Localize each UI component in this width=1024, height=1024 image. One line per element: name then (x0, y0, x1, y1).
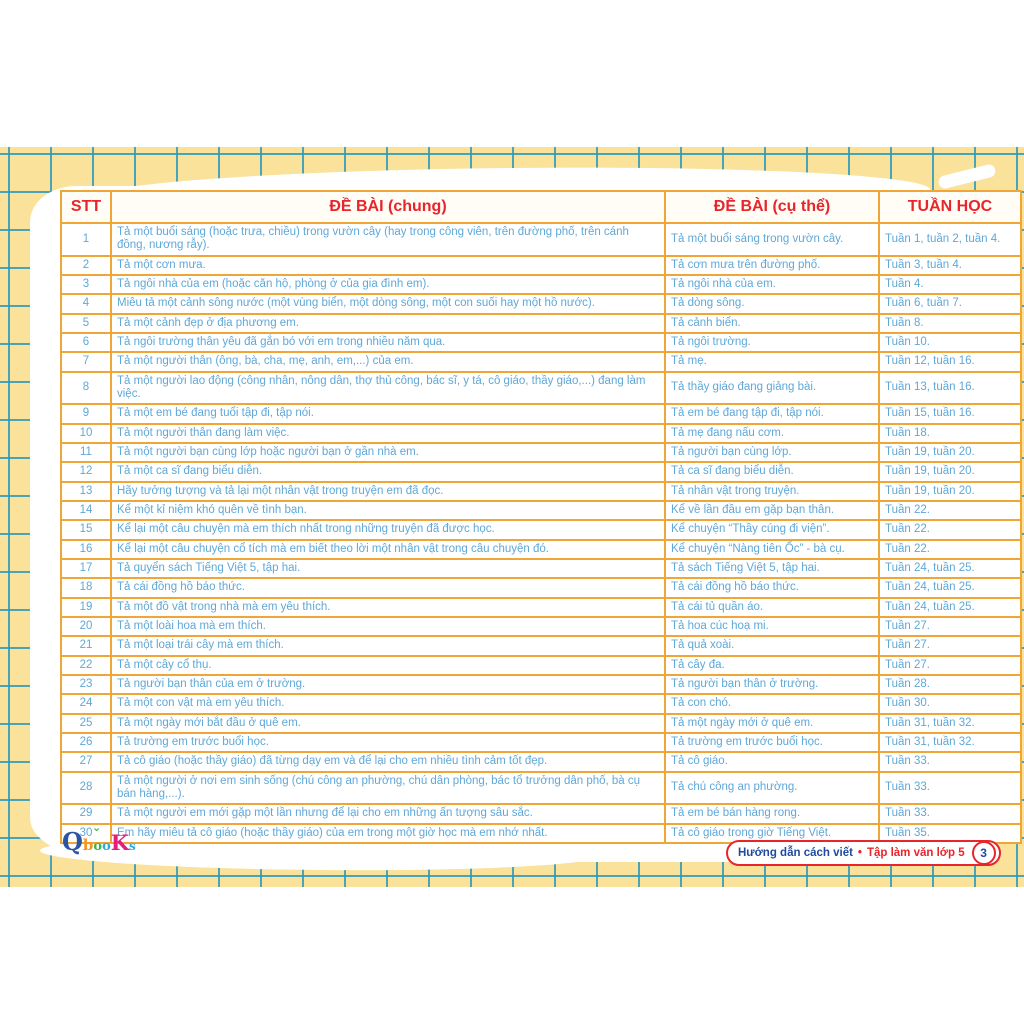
cell-specific-topic: Tả sách Tiếng Việt 5, tập hai. (665, 559, 879, 578)
cell-specific-topic: Tả cái đồng hồ báo thức. (665, 578, 879, 597)
cell-general-topic: Tả một người thân đang làm việc. (111, 424, 665, 443)
cell-weeks: Tuần 12, tuần 16. (879, 352, 1021, 371)
cell-specific-topic: Tả quả xoài. (665, 636, 879, 655)
cell-weeks: Tuần 24, tuần 25. (879, 578, 1021, 597)
cell-stt: 25 (61, 714, 111, 733)
cell-stt: 19 (61, 598, 111, 617)
cell-specific-topic: Tả ngôi trường. (665, 333, 879, 352)
header-stt: STT (61, 191, 111, 223)
cell-general-topic: Tả cô giáo (hoặc thầy giáo) đã từng dạy em và để lại cho em nhiều tình cảm tốt đẹp. (111, 752, 665, 771)
cell-stt: 11 (61, 443, 111, 462)
logo-letter: s (129, 839, 136, 853)
cell-general-topic: Tả một cơn mưa. (111, 256, 665, 275)
cell-stt: 29 (61, 804, 111, 823)
cell-general-topic: Tả ngôi nhà của em (hoặc căn hộ, phòng ở của gia đình em). (111, 275, 665, 294)
cell-general-topic: Tả một cảnh đẹp ở địa phương em. (111, 314, 665, 333)
table-row (61, 223, 1021, 256)
table-row (61, 714, 1021, 733)
cell-stt: 6 (61, 333, 111, 352)
cell-specific-topic: Tả mẹ. (665, 352, 879, 371)
table-row (61, 501, 1021, 520)
cell-weeks: Tuần 31, tuần 32. (879, 733, 1021, 752)
cell-general-topic: Kể lại một câu chuyện cổ tích mà em biết theo lời một nhân vật trong câu chuyện đó. (111, 540, 665, 559)
cell-stt: 7 (61, 352, 111, 371)
cell-specific-topic: Tả cây đa. (665, 656, 879, 675)
cell-stt: 23 (61, 675, 111, 694)
cell-general-topic: Kể một kỉ niệm khó quên về tình bạn. (111, 501, 665, 520)
cell-general-topic: Tả một người lao động (công nhân, nông dân, thợ thủ công, bác sĩ, y tá, cô giáo, thầy giáo,...) đang làm việc. (111, 372, 665, 405)
cell-stt: 15 (61, 520, 111, 539)
cell-weeks: Tuần 22. (879, 520, 1021, 539)
cell-stt: 13 (61, 482, 111, 501)
cell-specific-topic: Tả thầy giáo đang giảng bài. (665, 372, 879, 405)
cell-specific-topic: Tả ca sĩ đang biểu diễn. (665, 462, 879, 481)
cell-weeks: Tuần 31, tuần 32. (879, 714, 1021, 733)
cell-specific-topic: Tả ngôi nhà của em. (665, 275, 879, 294)
logo-letter: o (93, 839, 103, 854)
cell-stt: 22 (61, 656, 111, 675)
cell-specific-topic: Kể về lần đầu em gặp bạn thân. (665, 501, 879, 520)
page-number-badge: 3 (972, 841, 996, 865)
table-row (61, 636, 1021, 655)
cell-general-topic: Tả ngôi trường thân yêu đã gắn bó với em trong nhiều năm qua. (111, 333, 665, 352)
cell-weeks: Tuần 19, tuần 20. (879, 443, 1021, 462)
cell-weeks: Tuần 6, tuần 7. (879, 294, 1021, 313)
cell-general-topic: Tả một loài hoa mà em thích. (111, 617, 665, 636)
cell-weeks: Tuần 13, tuần 16. (879, 372, 1021, 405)
footer-book-title: Tập làm văn lớp 5 (866, 847, 965, 859)
cell-weeks: Tuần 4. (879, 275, 1021, 294)
cell-weeks: Tuần 27. (879, 617, 1021, 636)
table-row (61, 424, 1021, 443)
table-row (61, 694, 1021, 713)
cell-weeks: Tuần 27. (879, 636, 1021, 655)
cell-general-topic: Tả một đồ vật trong nhà mà em yêu thích. (111, 598, 665, 617)
cell-stt: 12 (61, 462, 111, 481)
logo-letter: Q (62, 827, 83, 856)
cell-specific-topic: Tả cái tủ quần áo. (665, 598, 879, 617)
cell-stt: 17 (61, 559, 111, 578)
cell-general-topic: Hãy tưởng tượng và tả lại một nhân vật trong truyện em đã đọc. (111, 482, 665, 501)
cell-general-topic: Tả một người thân (ông, bà, cha, mẹ, anh, em,...) của em. (111, 352, 665, 371)
cell-specific-topic: Tả trường em trước buổi học. (665, 733, 879, 752)
cell-general-topic: Tả một buổi sáng (hoặc trưa, chiều) trong vườn cây (hay trong công viên, trên đường phố, trên cánh đồng, nương rẫy). (111, 223, 665, 256)
cell-specific-topic: Tả chú công an phường. (665, 772, 879, 805)
table-row (61, 333, 1021, 352)
essay-topics-table (60, 190, 1022, 844)
table-row (61, 314, 1021, 333)
cell-general-topic: Miêu tả một cảnh sông nước (một vùng biển, một dòng sông, một con suối hay một hồ nước). (111, 294, 665, 313)
table-row (61, 804, 1021, 823)
cell-specific-topic: Tả em bé đang tập đi, tập nói. (665, 404, 879, 423)
cell-stt: 26 (61, 733, 111, 752)
cell-specific-topic: Tả cô giáo. (665, 752, 879, 771)
cell-weeks: Tuần 3, tuần 4. (879, 256, 1021, 275)
cell-weeks: Tuần 28. (879, 675, 1021, 694)
table-row (61, 772, 1021, 805)
cell-stt: 2 (61, 256, 111, 275)
cell-specific-topic: Tả cảnh biển. (665, 314, 879, 333)
cell-weeks: Tuần 33. (879, 752, 1021, 771)
cell-weeks: Tuần 33. (879, 804, 1021, 823)
cell-general-topic: Tả một người ở nơi em sinh sống (chú công an phường, chú dân phòng, bác tổ trưởng dân phố, bà cụ bán hàng,...). (111, 772, 665, 805)
table-row (61, 733, 1021, 752)
table-row (61, 752, 1021, 771)
cell-general-topic: Tả một con vật mà em yêu thích. (111, 694, 665, 713)
cell-specific-topic: Tả người bạn cùng lớp. (665, 443, 879, 462)
cell-weeks: Tuần 1, tuần 2, tuần 4. (879, 223, 1021, 256)
cell-weeks: Tuần 19, tuần 20. (879, 462, 1021, 481)
cell-general-topic: Tả một ngày mới bắt đầu ở quê em. (111, 714, 665, 733)
cell-weeks: Tuần 18. (879, 424, 1021, 443)
cell-stt: 21 (61, 636, 111, 655)
table-row (61, 482, 1021, 501)
cell-specific-topic: Tả người bạn thân ở trường. (665, 675, 879, 694)
header-specific-topic: ĐỀ BÀI (cụ thể) (665, 191, 879, 223)
cell-specific-topic: Tả mẹ đang nấu cơm. (665, 424, 879, 443)
logo-sparkle-icon: ⌄ (92, 821, 102, 834)
table-row (61, 617, 1021, 636)
table-body (61, 223, 1021, 843)
cell-stt: 5 (61, 314, 111, 333)
cell-weeks: Tuần 33. (879, 772, 1021, 805)
cell-general-topic: Tả một em bé đang tuổi tập đi, tập nói. (111, 404, 665, 423)
cell-weeks: Tuần 22. (879, 540, 1021, 559)
cell-general-topic: Tả người bạn thân của em ở trường. (111, 675, 665, 694)
cell-general-topic: Tả một cây cổ thụ. (111, 656, 665, 675)
cell-stt: 4 (61, 294, 111, 313)
table-row (61, 675, 1021, 694)
cell-stt: 18 (61, 578, 111, 597)
cell-stt: 24 (61, 694, 111, 713)
cell-stt: 16 (61, 540, 111, 559)
table-row (61, 443, 1021, 462)
cell-specific-topic: Kể chuyện “Nàng tiên Ốc” - bà cụ. (665, 540, 879, 559)
cell-general-topic: Tả quyển sách Tiếng Việt 5, tập hai. (111, 559, 665, 578)
cell-specific-topic: Tả em bé bán hàng rong. (665, 804, 879, 823)
cell-specific-topic: Tả con chó. (665, 694, 879, 713)
table-row (61, 540, 1021, 559)
cell-weeks: Tuần 27. (879, 656, 1021, 675)
table-row (61, 294, 1021, 313)
essay-topics-table-wrap (60, 190, 1001, 844)
cell-stt: 9 (61, 404, 111, 423)
cell-specific-topic: Tả cô giáo trong giờ Tiếng Việt. (665, 824, 879, 843)
cell-general-topic: Tả một ca sĩ đang biểu diễn. (111, 462, 665, 481)
cell-weeks: Tuần 24, tuần 25. (879, 559, 1021, 578)
cell-specific-topic: Tả dòng sông. (665, 294, 879, 313)
table-row (61, 559, 1021, 578)
cell-specific-topic: Kể chuyện “Thầy cúng đi viện”. (665, 520, 879, 539)
header-study-week: TUẦN HỌC (879, 191, 1021, 223)
cell-stt: 3 (61, 275, 111, 294)
table-row (61, 256, 1021, 275)
table-row (61, 372, 1021, 405)
cell-stt: 8 (61, 372, 111, 405)
page-footer-pill (726, 840, 1001, 866)
qbooks-logo (62, 821, 136, 856)
cell-general-topic: Kể lại một câu chuyện mà em thích nhất trong những truyện đã được học. (111, 520, 665, 539)
table-header-row (61, 191, 1021, 223)
cell-general-topic: Tả cái đồng hồ báo thức. (111, 578, 665, 597)
table-row (61, 656, 1021, 675)
cell-specific-topic: Tả nhân vật trong truyện. (665, 482, 879, 501)
cell-stt: 27 (61, 752, 111, 771)
cell-general-topic: Tả một người bạn cùng lớp hoặc người bạn ở gần nhà em. (111, 443, 665, 462)
cell-weeks: Tuần 35. (879, 824, 1021, 843)
cell-specific-topic: Tả một buổi sáng trong vườn cây. (665, 223, 879, 256)
cell-stt: 1 (61, 223, 111, 256)
cell-general-topic: Tả một người em mới gặp một lần nhưng để lại cho em những ấn tượng sâu sắc. (111, 804, 665, 823)
table-row (61, 352, 1021, 371)
cell-specific-topic: Tả hoa cúc hoạ mi. (665, 617, 879, 636)
logo-letter: o (102, 839, 111, 854)
cell-stt: 20 (61, 617, 111, 636)
cell-weeks: Tuần 8. (879, 314, 1021, 333)
table-row (61, 598, 1021, 617)
header-general-topic: ĐỀ BÀI (chung) (111, 191, 665, 223)
cell-stt: 10 (61, 424, 111, 443)
table-row (61, 462, 1021, 481)
cell-weeks: Tuần 10. (879, 333, 1021, 352)
table-row (61, 578, 1021, 597)
table-row (61, 520, 1021, 539)
cell-weeks: Tuần 15, tuần 16. (879, 404, 1021, 423)
cell-weeks: Tuần 19, tuần 20. (879, 482, 1021, 501)
cell-stt: 30 (61, 824, 111, 843)
table-row (61, 275, 1021, 294)
cell-stt: 28 (61, 772, 111, 805)
logo-letter: K (110, 830, 130, 855)
cell-specific-topic: Tả một ngày mới ở quê em. (665, 714, 879, 733)
cell-general-topic: Tả một loại trái cây mà em thích. (111, 636, 665, 655)
cell-general-topic: Em hãy miêu tả cô giáo (hoặc thầy giáo) của em trong một giờ học mà em nhớ nhất. (111, 824, 665, 843)
cell-general-topic: Tả trường em trước buổi học. (111, 733, 665, 752)
logo-letter: b (82, 836, 94, 854)
cell-weeks: Tuần 22. (879, 501, 1021, 520)
cell-stt: 14 (61, 501, 111, 520)
cell-specific-topic: Tả cơn mưa trên đường phố. (665, 256, 879, 275)
cell-weeks: Tuần 24, tuần 25. (879, 598, 1021, 617)
footer-separator-dot: • (857, 847, 862, 859)
table-row (61, 404, 1021, 423)
footer-section-title: Hướng dẫn cách viết (738, 847, 853, 859)
cell-weeks: Tuần 30. (879, 694, 1021, 713)
